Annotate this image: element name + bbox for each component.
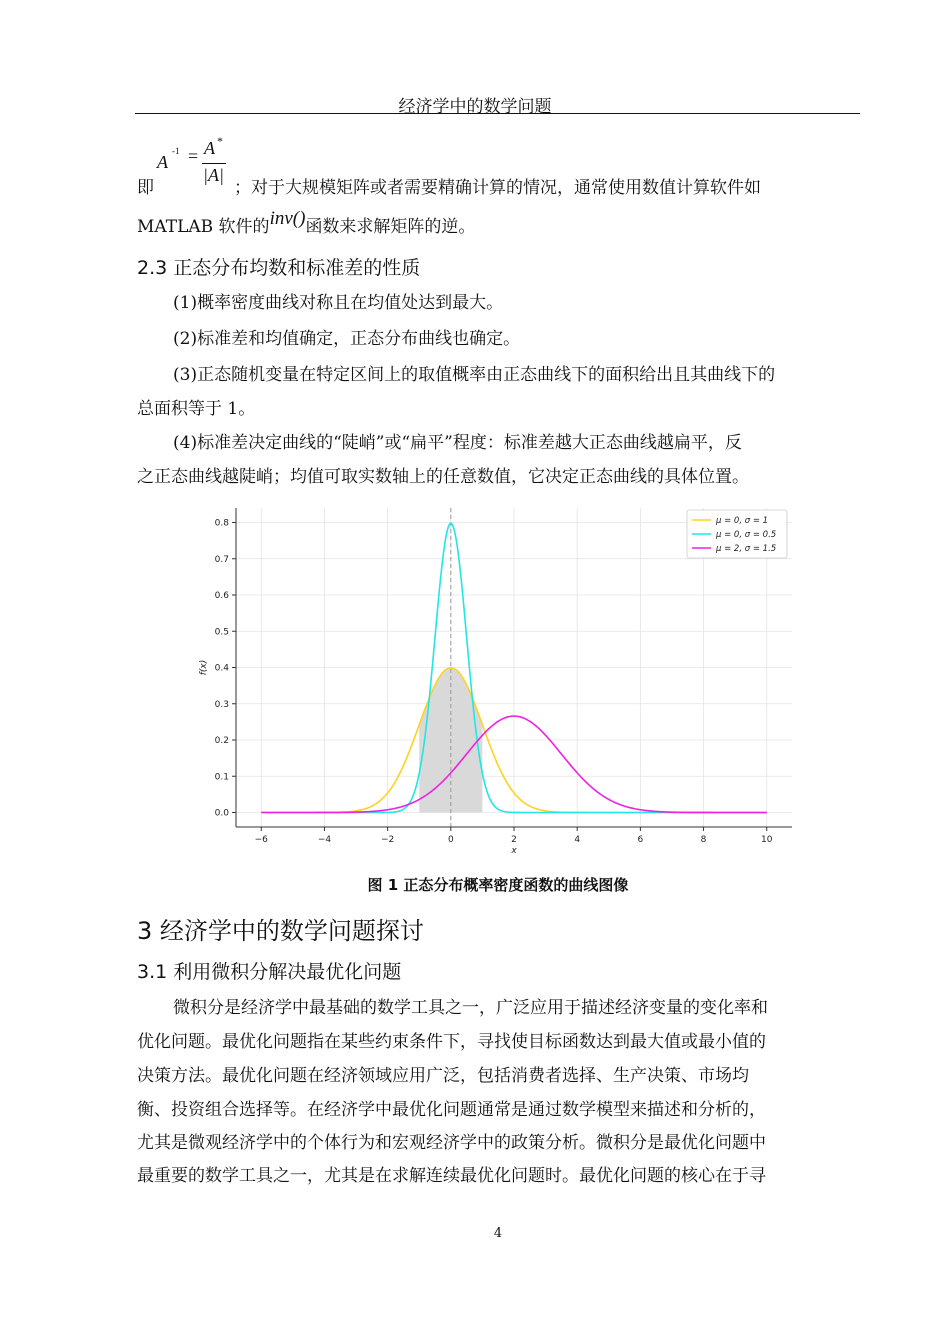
x-tick-label: 10 [761, 835, 773, 845]
figure-caption: 图 1 正态分布概率密度函数的曲线图像 [367, 876, 629, 894]
y-tick-label: 0.7 [214, 554, 229, 565]
x-tick-label: 0 [447, 835, 454, 845]
formula-denominator: |A| [203, 165, 224, 185]
intro-line-1 [137, 176, 761, 200]
paragraph-line-1: 微积分是经济学中最基础的数学工具之一，广泛应用于描述经济变量的变化率和 [173, 998, 768, 1018]
paragraph-line-2: 优化问题。最优化问题指在某些约束条件下，寻找使目标函数达到最大值或最小值的 [137, 1032, 766, 1052]
y-tick-label: 0.6 [214, 591, 229, 601]
formula-numerator: A [204, 138, 215, 158]
formula-fraction-bar [202, 163, 226, 164]
legend-label-2: μ = 2, σ = 1.5 [716, 544, 777, 554]
y-tick-label: 0.2 [214, 736, 229, 746]
running-header: 经济学中的数学问题 [398, 97, 552, 117]
intro-line-2 [137, 208, 476, 239]
x-tick-label: −4 [317, 835, 332, 845]
x-axis-label: x [511, 846, 517, 856]
property-2: (2)标准差和均值确定，正态分布曲线也确定。 [173, 329, 521, 349]
y-tick-label: 0.8 [214, 518, 229, 529]
y-axis-label: f(x) [199, 659, 209, 676]
intro-line2-text: 函数来求解矩阵的逆。 [305, 217, 476, 237]
page-number: 4 [493, 1226, 503, 1241]
formula-lhs: A [157, 152, 168, 172]
x-tick-label: 2 [511, 835, 517, 845]
paragraph-line-4: 衡、投资组合选择等。在经济学中最优化问题通常是通过数学模型来描述和分析的， [137, 1100, 766, 1120]
intro-line1-text: ；对于大规模矩阵或者需要精确计算的情况，通常使用数值计算软件如 [234, 178, 761, 198]
y-tick-label: 0.4 [214, 663, 229, 674]
x-tick-label: 4 [574, 835, 581, 845]
x-tick-label: 6 [637, 835, 644, 845]
paragraph-line-5: 尤其是微观经济学中的个体行为和宏观经济学中的政策分析。微积分是最优化问题中 [137, 1133, 766, 1153]
formula-lhs-sup: -1 [172, 146, 180, 156]
x-tick-label: −6 [254, 835, 268, 845]
y-tick-label: 0.0 [214, 808, 229, 819]
intro-prefix: 即 [137, 178, 154, 198]
y-tick-label: 0.5 [214, 627, 229, 638]
section-3-1-heading: 3.1 利用微积分解决最优化问题 [137, 961, 402, 983]
property-3-line-2: 总面积等于 1。 [137, 399, 256, 419]
paragraph-line-3: 决策方法。最优化问题在经济领域应用广泛，包括消费者选择、生产决策、市场均 [137, 1066, 749, 1086]
section-3-heading: 3 经济学中的数学问题探讨 [137, 917, 424, 945]
inv-function: inv() [269, 208, 306, 229]
y-tick-label: 0.3 [214, 699, 229, 710]
property-4-line-2: 之正态曲线越陡峭；均值可取实数轴上的任意数值，它决定正态曲线的具体位置。 [137, 467, 749, 487]
legend-label-0: μ = 0, σ = 1 [716, 516, 769, 526]
formula-equals: = [188, 146, 199, 166]
property-3-line-1: (3)正态随机变量在特定区间上的取值概率由正态曲线下的面积给出且其曲线下的 [173, 365, 776, 385]
normal-distribution-chart [195, 500, 805, 860]
y-tick-label: 0.1 [214, 772, 229, 783]
section-2-3-heading: 2.3 正态分布均数和标准差的性质 [137, 257, 421, 279]
property-1: (1)概率密度曲线对称且在均值处达到最大。 [173, 293, 504, 313]
property-4-line-1: (4)标准差决定曲线的“陡峭”或“扁平”程度：标准差越大正态曲线越扁平，反 [173, 433, 742, 453]
header-rule [135, 113, 860, 114]
legend-label-1: μ = 0, σ = 0.5 [716, 530, 777, 540]
paragraph-line-6: 最重要的数学工具之一，尤其是在求解连续最优化问题时。最优化问题的核心在于寻 [137, 1166, 766, 1186]
formula-numerator-sup: * [217, 134, 223, 148]
x-tick-label: −2 [380, 835, 395, 845]
intro-line2-prefix: MATLAB 软件的 [137, 217, 270, 237]
x-tick-label: 8 [700, 835, 707, 845]
